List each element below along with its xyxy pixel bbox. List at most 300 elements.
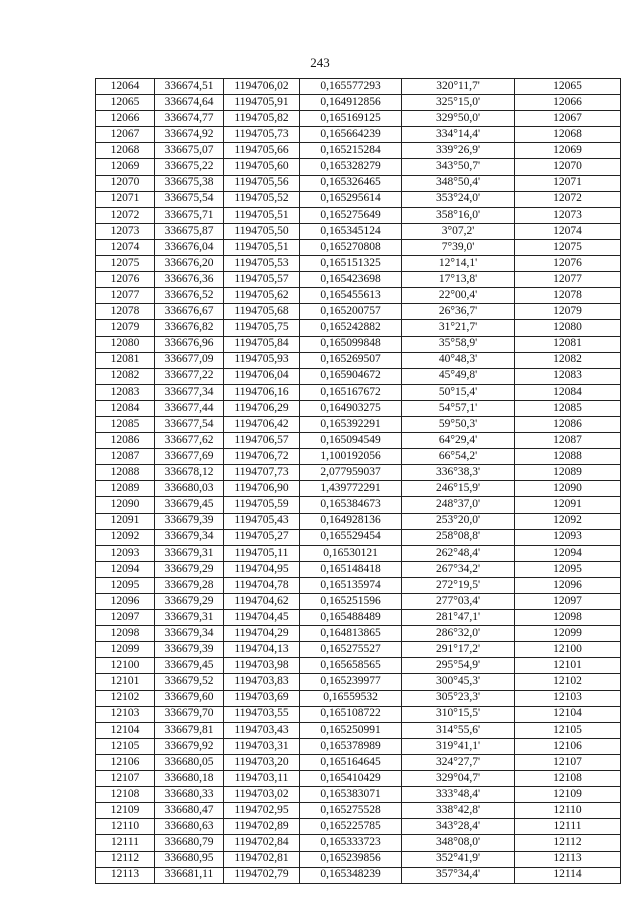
point-to-cell: 12085 — [515, 400, 621, 416]
distance-cell: 0,164813865 — [300, 626, 402, 642]
point-from-cell: 12092 — [96, 529, 155, 545]
point-from-cell: 12097 — [96, 610, 155, 626]
y-coordinate-cell: 1194705,27 — [224, 529, 300, 545]
point-to-cell: 12102 — [515, 674, 621, 690]
x-coordinate-cell: 336676,36 — [155, 272, 224, 288]
distance-cell: 0,165529454 — [300, 529, 402, 545]
point-from-cell: 12082 — [96, 368, 155, 384]
point-from-cell: 12094 — [96, 561, 155, 577]
distance-cell: 0,165251596 — [300, 594, 402, 610]
bearing-cell: 40°48,3' — [402, 352, 515, 368]
y-coordinate-cell: 1194706,72 — [224, 449, 300, 465]
table-row — [96, 674, 621, 690]
distance-cell: 0,165275649 — [300, 207, 402, 223]
point-to-cell: 12084 — [515, 384, 621, 400]
point-from-cell: 12093 — [96, 545, 155, 561]
table-row — [96, 400, 621, 416]
y-coordinate-cell: 1194704,45 — [224, 610, 300, 626]
point-to-cell: 12113 — [515, 851, 621, 867]
point-to-cell: 12091 — [515, 497, 621, 513]
distance-cell: 0,165664239 — [300, 127, 402, 143]
coordinates-table-container — [95, 78, 621, 884]
y-coordinate-cell: 1194703,11 — [224, 771, 300, 787]
x-coordinate-cell: 336680,18 — [155, 771, 224, 787]
bearing-cell: 54°57,1' — [402, 400, 515, 416]
table-row — [96, 722, 621, 738]
y-coordinate-cell: 1194702,79 — [224, 867, 300, 883]
bearing-cell: 338°42,8' — [402, 803, 515, 819]
bearing-cell: 348°50,4' — [402, 175, 515, 191]
table-row — [96, 851, 621, 867]
bearing-cell: 59°50,3' — [402, 416, 515, 432]
point-from-cell: 12066 — [96, 111, 155, 127]
table-row — [96, 79, 621, 95]
distance-cell: 0,165239977 — [300, 674, 402, 690]
bearing-cell: 348°08,0' — [402, 835, 515, 851]
table-row — [96, 610, 621, 626]
distance-cell: 0,165215284 — [300, 143, 402, 159]
x-coordinate-cell: 336678,12 — [155, 465, 224, 481]
point-to-cell: 12079 — [515, 304, 621, 320]
point-from-cell: 12109 — [96, 803, 155, 819]
x-coordinate-cell: 336675,07 — [155, 143, 224, 159]
distance-cell: 0,165200757 — [300, 304, 402, 320]
x-coordinate-cell: 336675,22 — [155, 159, 224, 175]
point-to-cell: 12076 — [515, 256, 621, 272]
point-from-cell: 12096 — [96, 594, 155, 610]
point-to-cell: 12088 — [515, 449, 621, 465]
table-row — [96, 481, 621, 497]
distance-cell: 0,165410429 — [300, 771, 402, 787]
bearing-cell: 333°48,4' — [402, 787, 515, 803]
point-from-cell: 12079 — [96, 320, 155, 336]
point-from-cell: 12099 — [96, 642, 155, 658]
x-coordinate-cell: 336680,03 — [155, 481, 224, 497]
y-coordinate-cell: 1194705,68 — [224, 304, 300, 320]
x-coordinate-cell: 336680,47 — [155, 803, 224, 819]
x-coordinate-cell: 336676,67 — [155, 304, 224, 320]
y-coordinate-cell: 1194706,42 — [224, 416, 300, 432]
table-row — [96, 513, 621, 529]
y-coordinate-cell: 1194705,91 — [224, 95, 300, 111]
distance-cell: 0,165242882 — [300, 320, 402, 336]
table-row — [96, 223, 621, 239]
table-row — [96, 787, 621, 803]
bearing-cell: 246°15,9' — [402, 481, 515, 497]
y-coordinate-cell: 1194706,29 — [224, 400, 300, 416]
table-row — [96, 738, 621, 754]
x-coordinate-cell: 336675,38 — [155, 175, 224, 191]
y-coordinate-cell: 1194705,66 — [224, 143, 300, 159]
distance-cell: 0,165099848 — [300, 336, 402, 352]
x-coordinate-cell: 336679,39 — [155, 513, 224, 529]
point-to-cell: 12073 — [515, 207, 621, 223]
point-from-cell: 12091 — [96, 513, 155, 529]
point-to-cell: 12072 — [515, 191, 621, 207]
table-row — [96, 658, 621, 674]
point-from-cell: 12105 — [96, 738, 155, 754]
bearing-cell: 35°58,9' — [402, 336, 515, 352]
point-to-cell: 12099 — [515, 626, 621, 642]
point-from-cell: 12072 — [96, 207, 155, 223]
x-coordinate-cell: 336674,64 — [155, 95, 224, 111]
point-from-cell: 12098 — [96, 626, 155, 642]
bearing-cell: 325°15,0' — [402, 95, 515, 111]
y-coordinate-cell: 1194702,84 — [224, 835, 300, 851]
point-to-cell: 12087 — [515, 433, 621, 449]
point-to-cell: 12092 — [515, 513, 621, 529]
x-coordinate-cell: 336677,09 — [155, 352, 224, 368]
x-coordinate-cell: 336676,20 — [155, 256, 224, 272]
point-from-cell: 12107 — [96, 771, 155, 787]
point-to-cell: 12103 — [515, 690, 621, 706]
distance-cell: 0,165295614 — [300, 191, 402, 207]
point-to-cell: 12080 — [515, 320, 621, 336]
x-coordinate-cell: 336679,45 — [155, 658, 224, 674]
point-from-cell: 12064 — [96, 79, 155, 95]
table-row — [96, 803, 621, 819]
bearing-cell: 12°14,1' — [402, 256, 515, 272]
bearing-cell: 334°14,4' — [402, 127, 515, 143]
y-coordinate-cell: 1194704,29 — [224, 626, 300, 642]
x-coordinate-cell: 336677,34 — [155, 384, 224, 400]
y-coordinate-cell: 1194705,51 — [224, 207, 300, 223]
point-from-cell: 12083 — [96, 384, 155, 400]
table-row — [96, 320, 621, 336]
table-row — [96, 594, 621, 610]
table-row — [96, 465, 621, 481]
distance-cell: 1,439772291 — [300, 481, 402, 497]
y-coordinate-cell: 1194706,04 — [224, 368, 300, 384]
y-coordinate-cell: 1194706,57 — [224, 433, 300, 449]
x-coordinate-cell: 336674,92 — [155, 127, 224, 143]
bearing-cell: 66°54,2' — [402, 449, 515, 465]
bearing-cell: 329°04,7' — [402, 771, 515, 787]
y-coordinate-cell: 1194705,62 — [224, 288, 300, 304]
distance-cell: 0,165378989 — [300, 738, 402, 754]
point-to-cell: 12097 — [515, 594, 621, 610]
y-coordinate-cell: 1194705,59 — [224, 497, 300, 513]
y-coordinate-cell: 1194705,84 — [224, 336, 300, 352]
y-coordinate-cell: 1194705,60 — [224, 159, 300, 175]
table-row — [96, 416, 621, 432]
point-from-cell: 12088 — [96, 465, 155, 481]
point-from-cell: 12095 — [96, 577, 155, 593]
distance-cell: 0,165328279 — [300, 159, 402, 175]
bearing-cell: 286°32,0' — [402, 626, 515, 642]
bearing-cell: 329°50,0' — [402, 111, 515, 127]
bearing-cell: 26°36,7' — [402, 304, 515, 320]
x-coordinate-cell: 336679,70 — [155, 706, 224, 722]
x-coordinate-cell: 336679,29 — [155, 594, 224, 610]
x-coordinate-cell: 336680,05 — [155, 754, 224, 770]
x-coordinate-cell: 336679,52 — [155, 674, 224, 690]
point-to-cell: 12074 — [515, 223, 621, 239]
point-to-cell: 12071 — [515, 175, 621, 191]
distance-cell: 0,16530121 — [300, 545, 402, 561]
distance-cell: 0,165167672 — [300, 384, 402, 400]
distance-cell: 0,165108722 — [300, 706, 402, 722]
point-to-cell: 12105 — [515, 722, 621, 738]
x-coordinate-cell: 336681,11 — [155, 867, 224, 883]
y-coordinate-cell: 1194705,52 — [224, 191, 300, 207]
distance-cell: 2,077959037 — [300, 465, 402, 481]
point-to-cell: 12068 — [515, 127, 621, 143]
bearing-cell: 339°26,9' — [402, 143, 515, 159]
point-from-cell: 12110 — [96, 819, 155, 835]
bearing-cell: 358°16,0' — [402, 207, 515, 223]
bearing-cell: 336°38,3' — [402, 465, 515, 481]
x-coordinate-cell: 336679,92 — [155, 738, 224, 754]
table-row — [96, 835, 621, 851]
table-row — [96, 191, 621, 207]
table-row — [96, 352, 621, 368]
table-row — [96, 272, 621, 288]
x-coordinate-cell: 336679,81 — [155, 722, 224, 738]
x-coordinate-cell: 336680,63 — [155, 819, 224, 835]
y-coordinate-cell: 1194703,20 — [224, 754, 300, 770]
point-to-cell: 12090 — [515, 481, 621, 497]
bearing-cell: 3°07,2' — [402, 223, 515, 239]
bearing-cell: 314°55,6' — [402, 722, 515, 738]
point-to-cell: 12081 — [515, 336, 621, 352]
distance-cell: 0,165904672 — [300, 368, 402, 384]
bearing-cell: 319°41,1' — [402, 738, 515, 754]
y-coordinate-cell: 1194703,43 — [224, 722, 300, 738]
x-coordinate-cell: 336677,44 — [155, 400, 224, 416]
point-to-cell: 12065 — [515, 79, 621, 95]
y-coordinate-cell: 1194706,90 — [224, 481, 300, 497]
coordinates-table-body — [96, 79, 621, 884]
point-from-cell: 12111 — [96, 835, 155, 851]
x-coordinate-cell: 336679,39 — [155, 642, 224, 658]
bearing-cell: 300°45,3' — [402, 674, 515, 690]
x-coordinate-cell: 336680,33 — [155, 787, 224, 803]
point-to-cell: 12107 — [515, 754, 621, 770]
x-coordinate-cell: 336677,22 — [155, 368, 224, 384]
y-coordinate-cell: 1194705,56 — [224, 175, 300, 191]
x-coordinate-cell: 336679,31 — [155, 545, 224, 561]
distance-cell: 0,165135974 — [300, 577, 402, 593]
bearing-cell: 22°00,4' — [402, 288, 515, 304]
y-coordinate-cell: 1194703,02 — [224, 787, 300, 803]
distance-cell: 0,165455613 — [300, 288, 402, 304]
bearing-cell: 45°49,8' — [402, 368, 515, 384]
point-from-cell: 12112 — [96, 851, 155, 867]
bearing-cell: 324°27,7' — [402, 754, 515, 770]
x-coordinate-cell: 336680,95 — [155, 851, 224, 867]
table-row — [96, 626, 621, 642]
point-from-cell: 12070 — [96, 175, 155, 191]
table-row — [96, 497, 621, 513]
table-row — [96, 143, 621, 159]
y-coordinate-cell: 1194705,51 — [224, 239, 300, 255]
table-row — [96, 577, 621, 593]
point-from-cell: 12106 — [96, 754, 155, 770]
point-to-cell: 12086 — [515, 416, 621, 432]
point-from-cell: 12085 — [96, 416, 155, 432]
point-from-cell: 12108 — [96, 787, 155, 803]
point-to-cell: 12114 — [515, 867, 621, 883]
point-from-cell: 12102 — [96, 690, 155, 706]
y-coordinate-cell: 1194702,81 — [224, 851, 300, 867]
point-to-cell: 12094 — [515, 545, 621, 561]
point-from-cell: 12104 — [96, 722, 155, 738]
y-coordinate-cell: 1194704,95 — [224, 561, 300, 577]
x-coordinate-cell: 336677,69 — [155, 449, 224, 465]
distance-cell: 0,165151325 — [300, 256, 402, 272]
point-from-cell: 12065 — [96, 95, 155, 111]
table-row — [96, 207, 621, 223]
table-row — [96, 690, 621, 706]
bearing-cell: 281°47,1' — [402, 610, 515, 626]
table-row — [96, 867, 621, 883]
bearing-cell: 352°41,9' — [402, 851, 515, 867]
distance-cell: 1,100192056 — [300, 449, 402, 465]
point-from-cell: 12086 — [96, 433, 155, 449]
y-coordinate-cell: 1194705,75 — [224, 320, 300, 336]
point-to-cell: 12070 — [515, 159, 621, 175]
x-coordinate-cell: 336680,79 — [155, 835, 224, 851]
point-from-cell: 12101 — [96, 674, 155, 690]
x-coordinate-cell: 336674,51 — [155, 79, 224, 95]
x-coordinate-cell: 336676,82 — [155, 320, 224, 336]
bearing-cell: 7°39,0' — [402, 239, 515, 255]
x-coordinate-cell: 336679,60 — [155, 690, 224, 706]
distance-cell: 0,165392291 — [300, 416, 402, 432]
table-row — [96, 771, 621, 787]
bearing-cell: 310°15,5' — [402, 706, 515, 722]
point-from-cell: 12103 — [96, 706, 155, 722]
distance-cell: 0,165383071 — [300, 787, 402, 803]
point-to-cell: 12077 — [515, 272, 621, 288]
y-coordinate-cell: 1194706,16 — [224, 384, 300, 400]
distance-cell: 0,16559532 — [300, 690, 402, 706]
point-from-cell: 12076 — [96, 272, 155, 288]
distance-cell: 0,165094549 — [300, 433, 402, 449]
table-row — [96, 127, 621, 143]
table-row — [96, 706, 621, 722]
point-from-cell: 12089 — [96, 481, 155, 497]
point-to-cell: 12093 — [515, 529, 621, 545]
y-coordinate-cell: 1194705,73 — [224, 127, 300, 143]
bearing-cell: 357°34,4' — [402, 867, 515, 883]
bearing-cell: 64°29,4' — [402, 433, 515, 449]
bearing-cell: 320°11,7' — [402, 79, 515, 95]
y-coordinate-cell: 1194706,02 — [224, 79, 300, 95]
distance-cell: 0,165239856 — [300, 851, 402, 867]
distance-cell: 0,165333723 — [300, 835, 402, 851]
point-from-cell: 12090 — [96, 497, 155, 513]
table-row — [96, 384, 621, 400]
point-from-cell: 12078 — [96, 304, 155, 320]
point-to-cell: 12110 — [515, 803, 621, 819]
distance-cell: 0,165658565 — [300, 658, 402, 674]
x-coordinate-cell: 336677,54 — [155, 416, 224, 432]
y-coordinate-cell: 1194703,55 — [224, 706, 300, 722]
distance-cell: 0,165577293 — [300, 79, 402, 95]
point-from-cell: 12073 — [96, 223, 155, 239]
distance-cell: 0,165345124 — [300, 223, 402, 239]
x-coordinate-cell: 336675,54 — [155, 191, 224, 207]
distance-cell: 0,165275528 — [300, 803, 402, 819]
distance-cell: 0,164912856 — [300, 95, 402, 111]
point-from-cell: 12075 — [96, 256, 155, 272]
x-coordinate-cell: 336679,45 — [155, 497, 224, 513]
bearing-cell: 343°50,7' — [402, 159, 515, 175]
x-coordinate-cell: 336679,31 — [155, 610, 224, 626]
point-to-cell: 12069 — [515, 143, 621, 159]
page-number: 243 — [310, 55, 330, 70]
distance-cell: 0,165270808 — [300, 239, 402, 255]
bearing-cell: 353°24,0' — [402, 191, 515, 207]
y-coordinate-cell: 1194704,62 — [224, 594, 300, 610]
bearing-cell: 253°20,0' — [402, 513, 515, 529]
bearing-cell: 17°13,8' — [402, 272, 515, 288]
point-from-cell: 12068 — [96, 143, 155, 159]
coordinates-table — [95, 78, 621, 884]
bearing-cell: 258°08,8' — [402, 529, 515, 545]
point-to-cell: 12067 — [515, 111, 621, 127]
x-coordinate-cell: 336677,62 — [155, 433, 224, 449]
distance-cell: 0,165148418 — [300, 561, 402, 577]
point-to-cell: 12111 — [515, 819, 621, 835]
point-to-cell: 12075 — [515, 239, 621, 255]
point-from-cell: 12067 — [96, 127, 155, 143]
table-row — [96, 336, 621, 352]
x-coordinate-cell: 336679,29 — [155, 561, 224, 577]
bearing-cell: 50°15,4' — [402, 384, 515, 400]
table-row — [96, 256, 621, 272]
point-to-cell: 12104 — [515, 706, 621, 722]
distance-cell: 0,165250991 — [300, 722, 402, 738]
y-coordinate-cell: 1194705,53 — [224, 256, 300, 272]
distance-cell: 0,165225785 — [300, 819, 402, 835]
point-from-cell: 12100 — [96, 658, 155, 674]
y-coordinate-cell: 1194703,98 — [224, 658, 300, 674]
point-from-cell: 12074 — [96, 239, 155, 255]
table-row — [96, 304, 621, 320]
y-coordinate-cell: 1194703,83 — [224, 674, 300, 690]
x-coordinate-cell: 336676,04 — [155, 239, 224, 255]
distance-cell: 0,165326465 — [300, 175, 402, 191]
distance-cell: 0,165384673 — [300, 497, 402, 513]
y-coordinate-cell: 1194704,13 — [224, 642, 300, 658]
y-coordinate-cell: 1194703,69 — [224, 690, 300, 706]
y-coordinate-cell: 1194705,57 — [224, 272, 300, 288]
y-coordinate-cell: 1194705,93 — [224, 352, 300, 368]
point-to-cell: 12109 — [515, 787, 621, 803]
table-row — [96, 239, 621, 255]
y-coordinate-cell: 1194702,89 — [224, 819, 300, 835]
point-to-cell: 12096 — [515, 577, 621, 593]
table-row — [96, 175, 621, 191]
point-to-cell: 12089 — [515, 465, 621, 481]
y-coordinate-cell: 1194704,78 — [224, 577, 300, 593]
point-to-cell: 12100 — [515, 642, 621, 658]
x-coordinate-cell: 336676,52 — [155, 288, 224, 304]
distance-cell: 0,165169125 — [300, 111, 402, 127]
y-coordinate-cell: 1194705,82 — [224, 111, 300, 127]
table-row — [96, 819, 621, 835]
point-to-cell: 12095 — [515, 561, 621, 577]
y-coordinate-cell: 1194707,73 — [224, 465, 300, 481]
x-coordinate-cell: 336679,34 — [155, 626, 224, 642]
table-row — [96, 288, 621, 304]
point-to-cell: 12098 — [515, 610, 621, 626]
x-coordinate-cell: 336679,28 — [155, 577, 224, 593]
bearing-cell: 343°28,4' — [402, 819, 515, 835]
